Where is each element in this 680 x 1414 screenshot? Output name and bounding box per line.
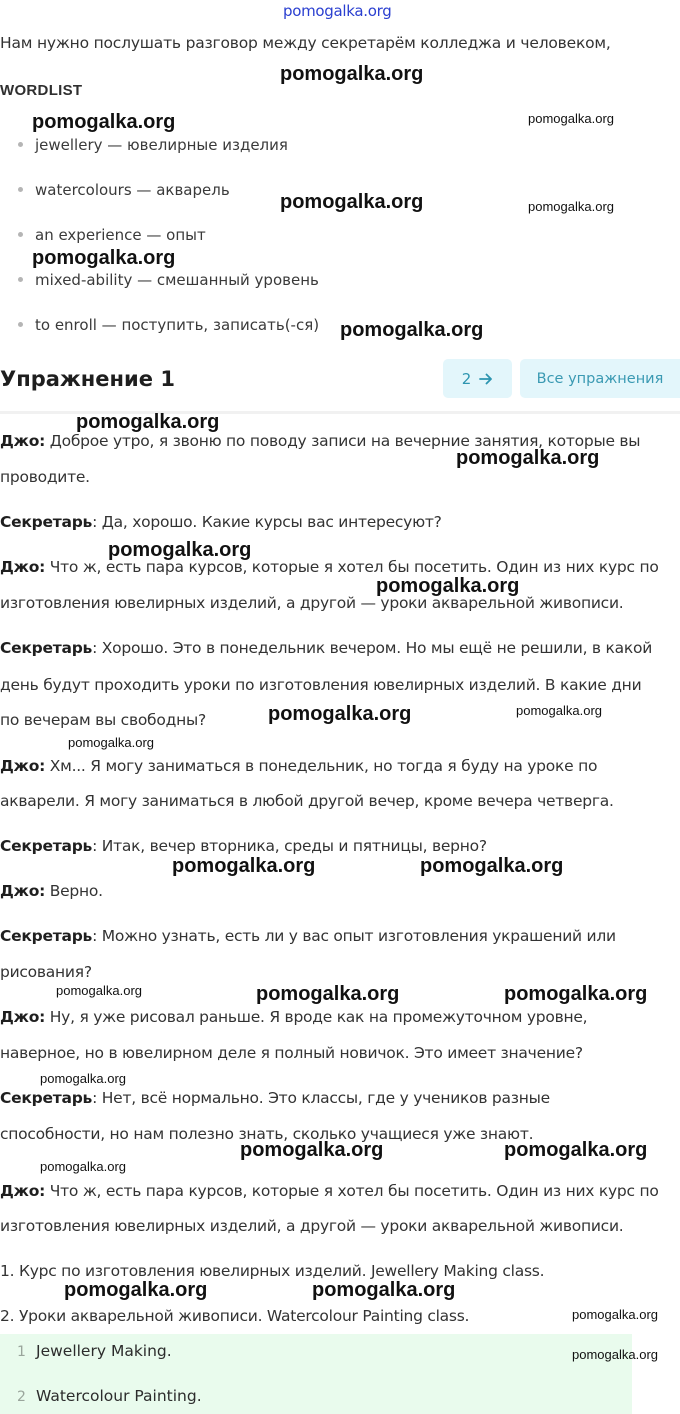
watermark: pomogalka.org: [340, 319, 484, 341]
dialogue-text: изготовления ювелирных изделий, а другой — уроки акварельной живописи.: [0, 594, 624, 612]
speaker-label: Секретарь: [0, 927, 93, 945]
wordlist-item: [18, 271, 319, 289]
next-exercise-button[interactable]: [443, 359, 512, 398]
answer-number: 1: [17, 1344, 26, 1360]
speaker-label: Джо:: [0, 882, 46, 900]
speaker-label: Секретарь: [0, 837, 93, 855]
exercise-title: Упражнение 1: [0, 367, 175, 391]
speaker-label: Джо:: [0, 1182, 46, 1200]
watermark: pomogalka.org: [572, 1347, 658, 1362]
answer-item: [17, 1342, 172, 1360]
watermark: pomogalka.org: [40, 1071, 126, 1086]
wordlist-item-text: jewellery — ювелирные изделия: [35, 136, 288, 154]
speaker-label: Секретарь: [0, 639, 93, 657]
dialogue-text: : Да, хорошо. Какие курсы вас интересуют?: [92, 513, 442, 531]
dialogue-text: способности, но нам полезно знать, сколько учащиеся уже знают.: [0, 1125, 534, 1143]
watermark: pomogalka.org: [516, 703, 602, 718]
dialogue-line: [0, 639, 652, 657]
dialogue-text: Ну, я уже рисовал раньше. Я вроде как на промежуточном уровне,: [49, 1008, 588, 1026]
speaker-label: Джо:: [0, 757, 46, 775]
dialogue-line: [0, 676, 641, 694]
task-line: 1. Курс по изготовления ювелирных изделий. Jewellery Making class.: [0, 1262, 545, 1280]
speaker-label: Джо:: [0, 558, 46, 576]
dialogue-text: Что ж, есть пара курсов, которые я хотел бы посетить. Один из них курс по: [49, 1182, 659, 1200]
speaker-label: Секретарь: [0, 513, 93, 531]
watermark: pomogalka.org: [312, 1279, 456, 1301]
watermark: pomogalka.org: [280, 63, 424, 85]
watermark: pomogalka.org: [420, 855, 564, 877]
dialogue-text: по вечерам вы свободны?: [0, 711, 206, 729]
dialogue-line: [0, 1008, 587, 1026]
watermark: pomogalka.org: [172, 855, 316, 877]
watermark: pomogalka.org: [56, 983, 142, 998]
bullet-icon: [18, 142, 23, 147]
watermark: pomogalka.org: [68, 735, 154, 750]
task-line: 2. Уроки акварельной живописи. Watercolour Painting class.: [0, 1307, 470, 1325]
dialogue-line: [0, 757, 597, 775]
bullet-icon: [18, 322, 23, 327]
answer-number: 2: [17, 1389, 26, 1405]
wordlist-heading: WORDLIST: [0, 82, 83, 99]
wordlist-item: [18, 181, 230, 199]
top-watermark: pomogalka.org: [283, 2, 392, 20]
watermark: pomogalka.org: [64, 1279, 208, 1301]
dialogue-text: : Итак, вечер вторника, среды и пятницы, верно?: [92, 837, 487, 855]
watermark: pomogalka.org: [528, 199, 614, 214]
dialogue-line: [0, 963, 92, 981]
watermark: pomogalka.org: [456, 447, 600, 469]
dialogue-line: [0, 1182, 659, 1200]
intro-text: Нам нужно послушать разговор между секретарём колледжа и человеком,: [0, 34, 611, 52]
answer-text: Watercolour Painting.: [36, 1387, 202, 1405]
watermark: pomogalka.org: [504, 1139, 648, 1161]
watermark: pomogalka.org: [32, 247, 176, 269]
dialogue-text: Что ж, есть пара курсов, которые я хотел бы посетить. Один из них курс по: [49, 558, 659, 576]
dialogue-text: рисования?: [0, 963, 92, 981]
dialogue-text: акварели. Я могу заниматься в любой другой вечер, кроме вечера четверга.: [0, 792, 614, 810]
watermark: pomogalka.org: [376, 575, 520, 597]
watermark: pomogalka.org: [280, 191, 424, 213]
watermark: pomogalka.org: [240, 1139, 384, 1161]
wordlist-item: [18, 316, 319, 334]
bullet-icon: [18, 232, 23, 237]
bullet-icon: [18, 187, 23, 192]
dialogue-line: [0, 882, 103, 900]
dialogue-text: наверное, но в ювелирном деле я полный новичок. Это имеет значение?: [0, 1044, 583, 1062]
bullet-icon: [18, 277, 23, 282]
wordlist-item: [18, 226, 206, 244]
wordlist-item-text: to enroll — поступить, записать(-ся): [35, 316, 320, 334]
watermark: pomogalka.org: [268, 703, 412, 725]
speaker-label: Джо:: [0, 432, 46, 450]
answer-text: Jewellery Making.: [36, 1342, 172, 1360]
dialogue-line: [0, 558, 659, 576]
speaker-label: Джо:: [0, 1008, 46, 1026]
dialogue-text: : Нет, всё нормально. Это классы, где у учеников разные: [92, 1089, 550, 1107]
speaker-label: Секретарь: [0, 1089, 93, 1107]
all-exercises-button[interactable]: Все упражнения: [520, 359, 680, 398]
watermark: pomogalka.org: [572, 1307, 658, 1322]
dialogue-text: : Можно узнать, есть ли у вас опыт изготовления украшений или: [92, 927, 616, 945]
dialogue-line: [0, 513, 442, 531]
dialogue-text: день будут проходить уроки по изготовления ювелирных изделий. В какие дни: [0, 676, 642, 694]
answer-item: [17, 1387, 202, 1405]
wordlist-item: [18, 136, 288, 154]
dialogue-line: [0, 711, 206, 729]
dialogue-line: [0, 837, 487, 855]
dialogue-text: Верно.: [49, 882, 103, 900]
dialogue-text: : Хорошо. Это в понедельник вечером. Но мы ещё не решили, в какой: [92, 639, 653, 657]
dialogue-line: [0, 1217, 623, 1235]
watermark: pomogalka.org: [40, 1159, 126, 1174]
wordlist-item-text: an experience — опыт: [35, 226, 206, 244]
next-exercise-label: 2: [461, 369, 472, 388]
dialogue-text: Доброе утро, я звоню по поводу записи на вечерние занятия, которые вы: [49, 432, 641, 450]
dialogue-text: изготовления ювелирных изделий, а другой — уроки акварельной живописи.: [0, 1217, 624, 1235]
watermark: pomogalka.org: [256, 983, 400, 1005]
dialogue-line: [0, 1044, 583, 1062]
watermark: pomogalka.org: [528, 111, 614, 126]
dialogue-text: Хм... Я могу заниматься в понедельник, но тогда я буду на уроке по: [49, 757, 598, 775]
dialogue-line: [0, 468, 90, 486]
watermark: pomogalka.org: [32, 111, 176, 133]
dialogue-line: [0, 792, 614, 810]
wordlist-item-text: watercolours — акварель: [35, 181, 230, 199]
dialogue-line: [0, 927, 616, 945]
dialogue-line: [0, 1089, 550, 1107]
dialogue-text: проводите.: [0, 468, 90, 486]
watermark: pomogalka.org: [504, 983, 648, 1005]
dialogue-line: [0, 594, 623, 612]
watermark: pomogalka.org: [76, 411, 220, 433]
arrow-right-icon: [479, 373, 493, 385]
watermark: pomogalka.org: [108, 539, 252, 561]
wordlist-item-text: mixed-ability — смешанный уровень: [35, 271, 319, 289]
